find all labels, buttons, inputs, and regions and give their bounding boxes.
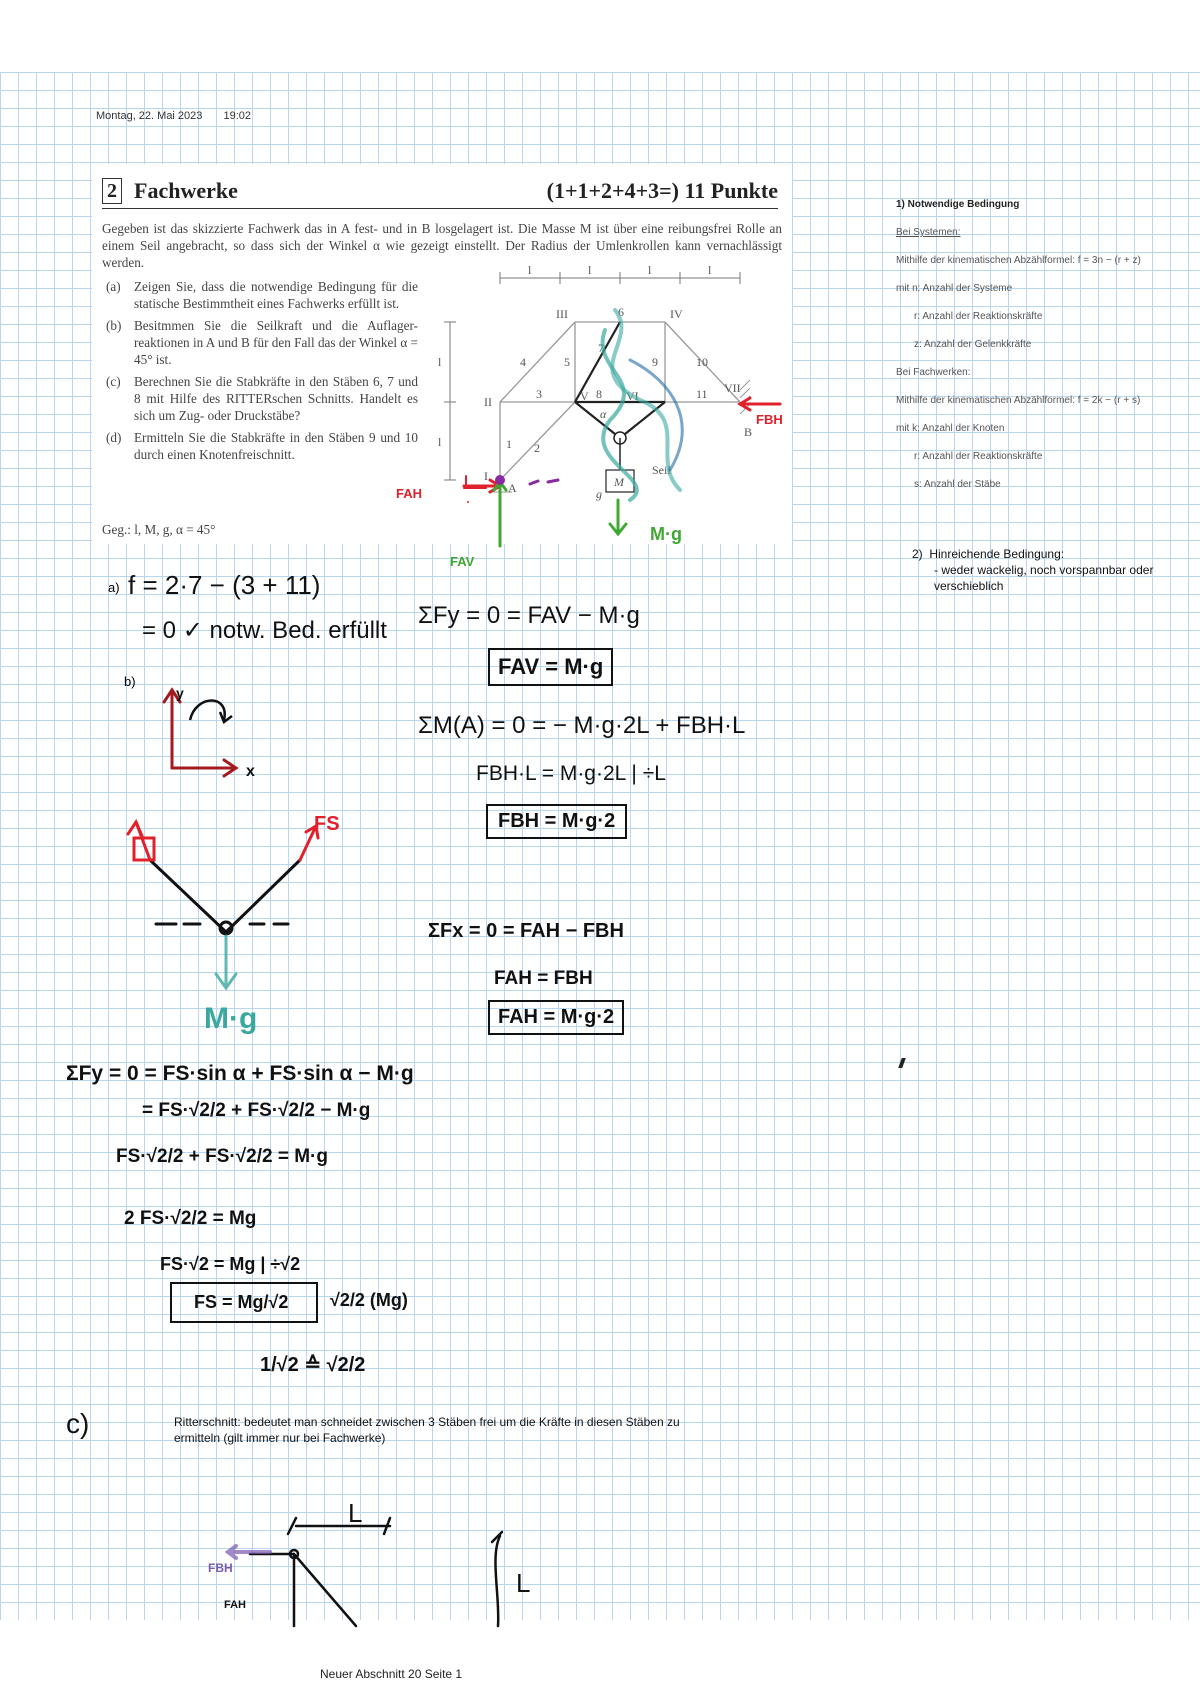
- timestamp: [96, 110, 251, 122]
- eq-fx: ΣFx = 0 = FAH − FBH: [428, 920, 624, 942]
- eq-fy-left-1: ΣFy = 0 = FS·sin α + FS·sin α − M·g: [66, 1062, 414, 1085]
- exam-header: [102, 178, 778, 209]
- rod-label: 4: [520, 355, 526, 369]
- side-line: mit n: Anzahl der Systeme: [896, 283, 1013, 294]
- support-label: A: [508, 481, 517, 495]
- eq-fy-left-4: 2 FS·√2/2 = Mg: [124, 1208, 257, 1229]
- sketch-fbh-label: FBH: [208, 1561, 233, 1575]
- sketch-fah-label: FAH: [224, 1599, 246, 1611]
- angle-label: α: [600, 407, 607, 421]
- task-b: (b) Besitmmen Sie die Seilkraft und die Auflager-reaktionen in A und B für den Fall das der Winkel α = 45° ist.: [106, 318, 418, 367]
- node-label: V: [580, 389, 589, 403]
- sufficient-condition: 2) Hinreichende Bedingung: - weder wackelig, noch vorspannbar oder verschieblich: [912, 547, 1154, 593]
- node-label: III: [556, 307, 568, 321]
- eq-fy-left-5: FS·√2 = Mg | ÷√2: [160, 1254, 301, 1274]
- side-line: Bei Systemen:: [896, 227, 961, 238]
- timestamp-date: Montag, 22. Mai 2023: [96, 110, 203, 122]
- side-line: r: Anzahl der Reaktionskräfte: [914, 451, 1043, 462]
- exam-tasks: [106, 278, 418, 468]
- part-a-line1: f = 2·7 − (3 + 11): [128, 570, 321, 600]
- sketch-l2-label: L: [516, 1568, 531, 1598]
- page-footer: Neuer Abschnitt 20 Seite 1: [320, 1667, 463, 1681]
- eq-fy-left-3: FS·√2/2 + FS·√2/2 = M·g: [116, 1146, 328, 1167]
- box-fs: FS = Mg/√2: [170, 1282, 318, 1323]
- ritter-sketch: [200, 1496, 540, 1626]
- axis-y-label: y: [176, 685, 184, 701]
- exam-given: Geg.: l, M, g, α = 45°: [102, 522, 216, 537]
- eq-moment: ΣM(A) = 0 = − M·g·2L + FBH·L: [418, 712, 746, 739]
- side-line: Bei Fachwerken:: [896, 367, 971, 378]
- side-notes: [896, 198, 1196, 506]
- node-label: IV: [670, 307, 683, 321]
- box-fav: FAV = M·g: [488, 648, 613, 686]
- fah-annotation: FAH: [396, 486, 422, 501]
- mg-annotation: M·g: [650, 524, 682, 544]
- axis-sketch: [150, 680, 290, 790]
- rod-label: 5: [564, 355, 570, 369]
- side-line: Mithilfe der kinematischen Abzählformel: f = 3n − (r + z): [896, 255, 1141, 266]
- mass-label: M: [614, 475, 624, 489]
- side-line: Mithilfe der kinematischen Abzählformel: f = 2k − (r + s): [896, 395, 1141, 406]
- dim-label: l: [528, 263, 532, 277]
- node-label: II: [484, 395, 492, 409]
- eq-moment-2: FBH·L = M·g·2L | ÷L: [476, 762, 666, 785]
- free-body-sketch: [110, 808, 370, 1038]
- rod-label: 8: [596, 387, 602, 401]
- rod-label: 2: [534, 441, 540, 455]
- fs-label: FS: [314, 813, 340, 835]
- exam-points: (1+1+2+4+3=) 11 Punkte: [546, 178, 778, 203]
- support-label: B: [744, 425, 753, 439]
- task-d: (d) Ermitteln Sie die Stabkräfte in den Stäben 9 und 10 durch einen Knotenfreischnitt.: [106, 430, 418, 462]
- eq-fy-left-2: = FS·√2/2 + FS·√2/2 − M·g: [142, 1100, 371, 1121]
- timestamp-time: 19:02: [223, 110, 251, 122]
- fav-annotation: FAV: [450, 554, 475, 569]
- side-heading: 1) Notwendige Bedingung: [896, 199, 1020, 210]
- side-line: z: Anzahl der Gelenkkräfte: [914, 339, 1032, 350]
- exam-title: Fachwerke: [134, 178, 238, 203]
- task-c: (c) Berechnen Sie die Stabkräfte in den Stäben 6, 7 und 8 mit Hilfe des RITTERschen Schnitts. Handelt es sich um Zug- oder Druckstäbe?: [106, 374, 418, 423]
- rod-label: 11: [696, 387, 708, 401]
- gravity-label: g: [596, 487, 602, 501]
- sketch-l-label: L: [348, 1498, 363, 1528]
- side-line: mit k: Anzahl der Knoten: [896, 423, 1005, 434]
- dim-label: l: [588, 263, 592, 277]
- side-label: l: [438, 355, 442, 369]
- rod-label: 10: [696, 355, 708, 369]
- box-fbh: FBH = M·g·2: [486, 804, 627, 839]
- eq-fs-side: √2/2 (Mg): [330, 1290, 408, 1310]
- truss-figure: [396, 263, 800, 570]
- node-label: I: [484, 469, 488, 483]
- rod-label: 3: [536, 387, 542, 401]
- eq-fy-right: ΣFy = 0 = FAV − M·g: [418, 602, 640, 629]
- part-b-label: b): [124, 674, 136, 689]
- dim-label: l: [708, 263, 712, 277]
- task-a: (a) Zeigen Sie, dass die notwendige Bedingung für die statische Bestimmtheit eines Fachwerks erfüllt ist.: [106, 279, 418, 311]
- side-label: l: [438, 435, 442, 449]
- side-line: r: Anzahl der Reaktionskräfte: [914, 311, 1043, 322]
- part-a-line2: = 0 ✓ notw. Bed. erfüllt: [142, 617, 387, 644]
- eq-last: 1/√2 ≙ √2/2: [260, 1354, 366, 1376]
- dim-label: l: [648, 263, 652, 277]
- ritter-definition: Ritterschnitt: bedeutet man schneidet zwischen 3 Stäben frei um die Kräfte in diesen Stäben zu ermitteln (gilt immer nur bei Fachwerke): [174, 1415, 680, 1445]
- part-c-label: c): [66, 1408, 90, 1439]
- rod-label: 9: [652, 355, 658, 369]
- exam-number: 2: [102, 178, 122, 204]
- node-label: VII: [724, 381, 741, 395]
- rod-label: 1: [506, 437, 512, 451]
- eq-fx-2: FAH = FBH: [494, 968, 593, 989]
- fbh-annotation: FBH: [756, 412, 783, 427]
- box-fah: FAH = M·g·2: [488, 1000, 624, 1035]
- node-label: VI: [626, 389, 639, 403]
- part-a-label: a): [108, 580, 120, 595]
- rod-label: 6: [618, 305, 624, 319]
- rod-label: 7: [598, 341, 604, 355]
- side-line: s: Anzahl der Stäbe: [914, 479, 1001, 490]
- rope-label: Seil: [652, 463, 671, 477]
- axis-x-label: x: [246, 763, 255, 780]
- exam-intro: Gegeben ist das skizzierte Fachwerk das in A fest- und in B losgelagert ist. Die Masse M ist über eine reibungsfrei Rolle an einem Seil angebracht, so dass sich der Winkel α wie gezeigt einstellt. Der Radius der Umlenkrollen kann vernachlässigt werden.: [102, 221, 782, 270]
- mg-label: M·g: [204, 1002, 258, 1035]
